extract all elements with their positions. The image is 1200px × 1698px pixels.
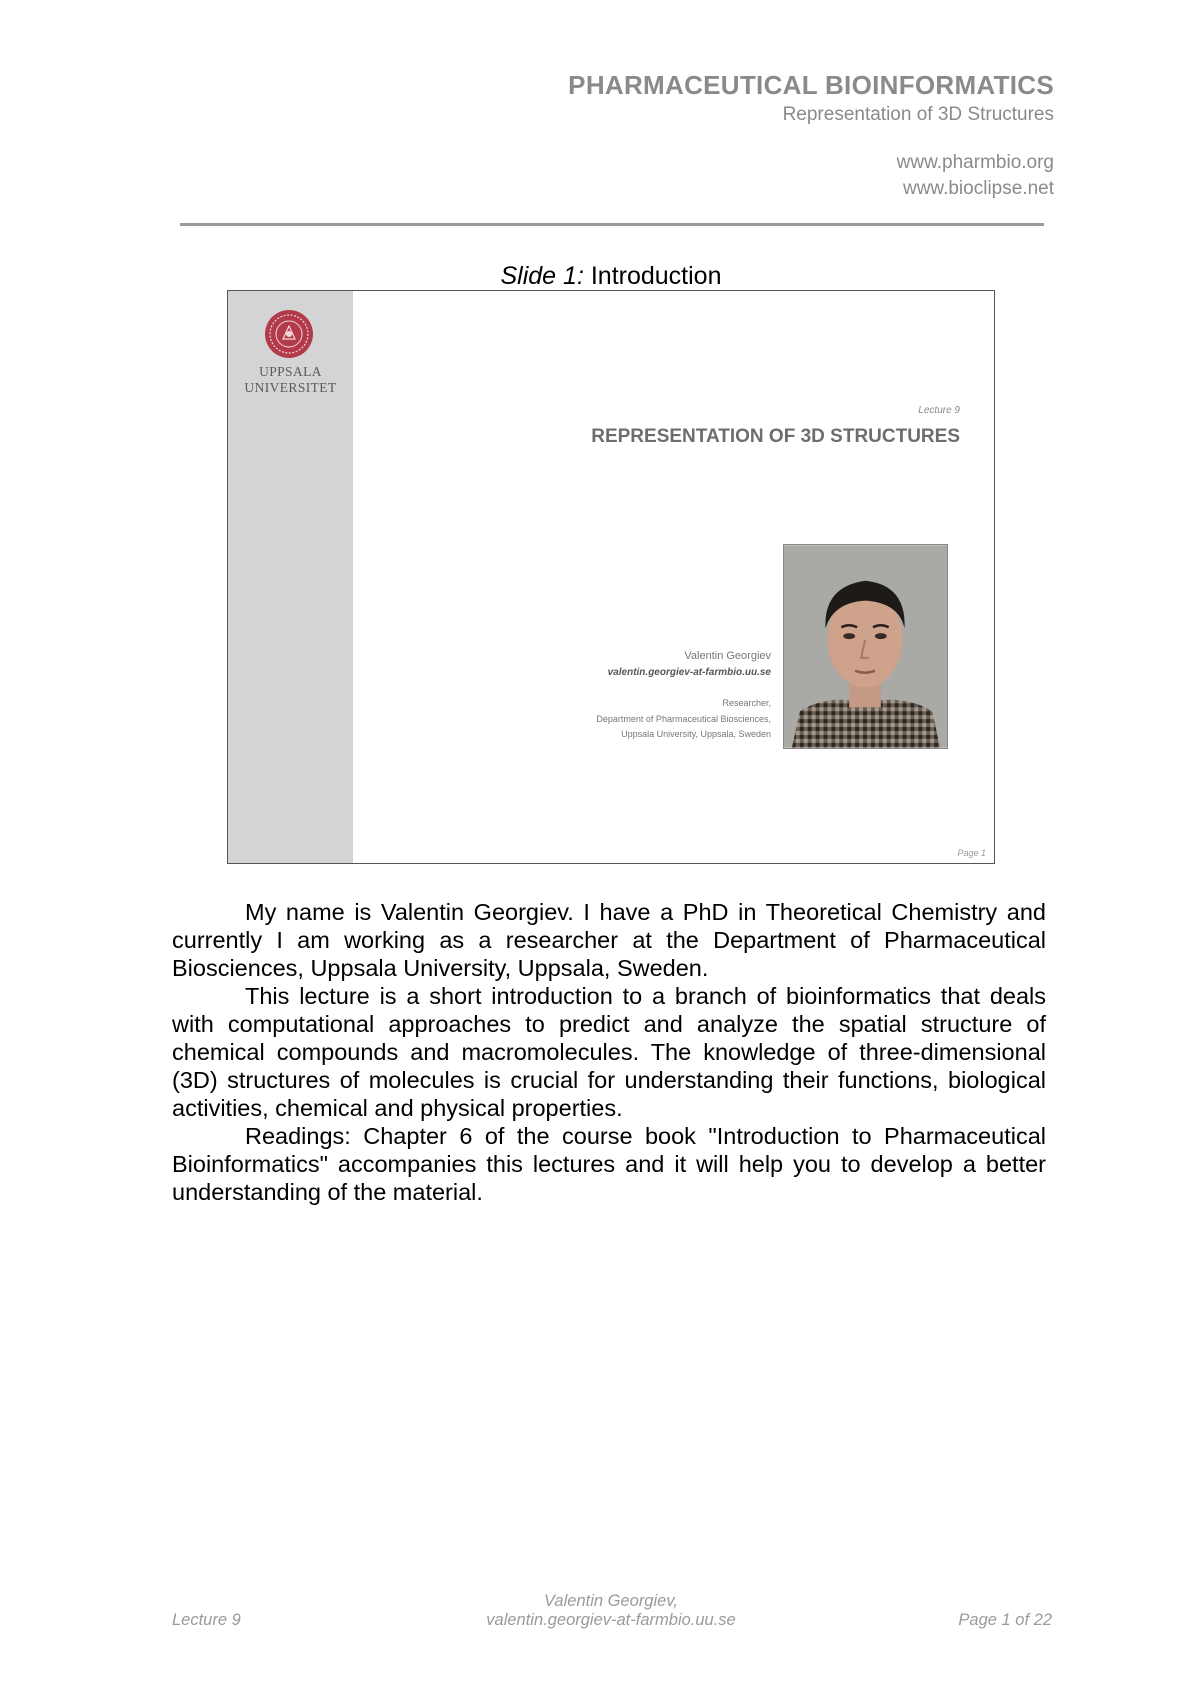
bioclipse-link[interactable]: www.bioclipse.net — [902, 178, 1054, 199]
header-divider — [180, 223, 1044, 226]
presenter-email: valentin.georgiev-at-farmbio.uu.se — [607, 667, 771, 678]
slide-caption-title: Introduction — [590, 262, 722, 290]
body-paragraph-intro: My name is Valentin Georgiev. I have a PhD in Theoretical Chemistry and currently I am working as a researcher at the Department of Pharmaceutical Biosciences, Uppsala University, Uppsala, Sweden. — [172, 899, 1046, 981]
slide-lecture-label: Lecture 9 — [918, 405, 960, 416]
slide-caption-prefix: Slide 1: — [500, 262, 584, 290]
presenter-photo — [783, 544, 948, 749]
footer-author-name: Valentin Georgiev, — [544, 1592, 678, 1610]
slide-thumbnail — [227, 290, 995, 864]
footer-author-email: valentin.georgiev-at-farmbio.uu.se — [486, 1611, 736, 1629]
presenter-university: Uppsala University, Uppsala, Sweden — [621, 729, 771, 739]
lecture-text — [172, 898, 1046, 1206]
university-name-line1: UPPSALA — [259, 364, 322, 379]
slide-page-label: Page 1 — [957, 848, 986, 858]
university-seal-icon — [264, 309, 314, 359]
document-header-subtitle: Representation of 3D Structures — [782, 104, 1054, 125]
presenter-role: Researcher, — [722, 698, 771, 708]
slide-caption — [0, 262, 1200, 291]
university-name-line2: UNIVERSITET — [244, 380, 337, 395]
body-paragraph-readings: Readings: Chapter 6 of the course book "Introduction to Pharmaceutical Bioinformatics" accompanies this lectures and it will help you to develop a better understanding of the material. — [172, 1123, 1046, 1205]
document-header-title: PHARMACEUTICAL BIOINFORMATICS — [568, 70, 1054, 100]
slide-title: REPRESENTATION OF 3D STRUCTURES — [591, 426, 960, 447]
body-paragraph-lecture: This lecture is a short introduction to a branch of bioinformatics that deals with computational approaches to predict and analyze the spatial structure of chemical compounds and macromolecules. The knowledge of three-dimensional (3D) structures of molecules is crucial for understanding their functions, biological activities, chemical and physical properties. — [172, 983, 1046, 1121]
footer-lecture: Lecture 9 — [172, 1611, 241, 1629]
slide-sidebar — [228, 291, 353, 863]
footer-page-number: Page 1 of 22 — [958, 1611, 1052, 1629]
pharmbio-link[interactable]: www.pharmbio.org — [896, 152, 1054, 173]
university-name — [228, 364, 353, 396]
presenter-department: Department of Pharmaceutical Biosciences, — [596, 714, 771, 724]
presenter-name: Valentin Georgiev — [684, 650, 771, 662]
